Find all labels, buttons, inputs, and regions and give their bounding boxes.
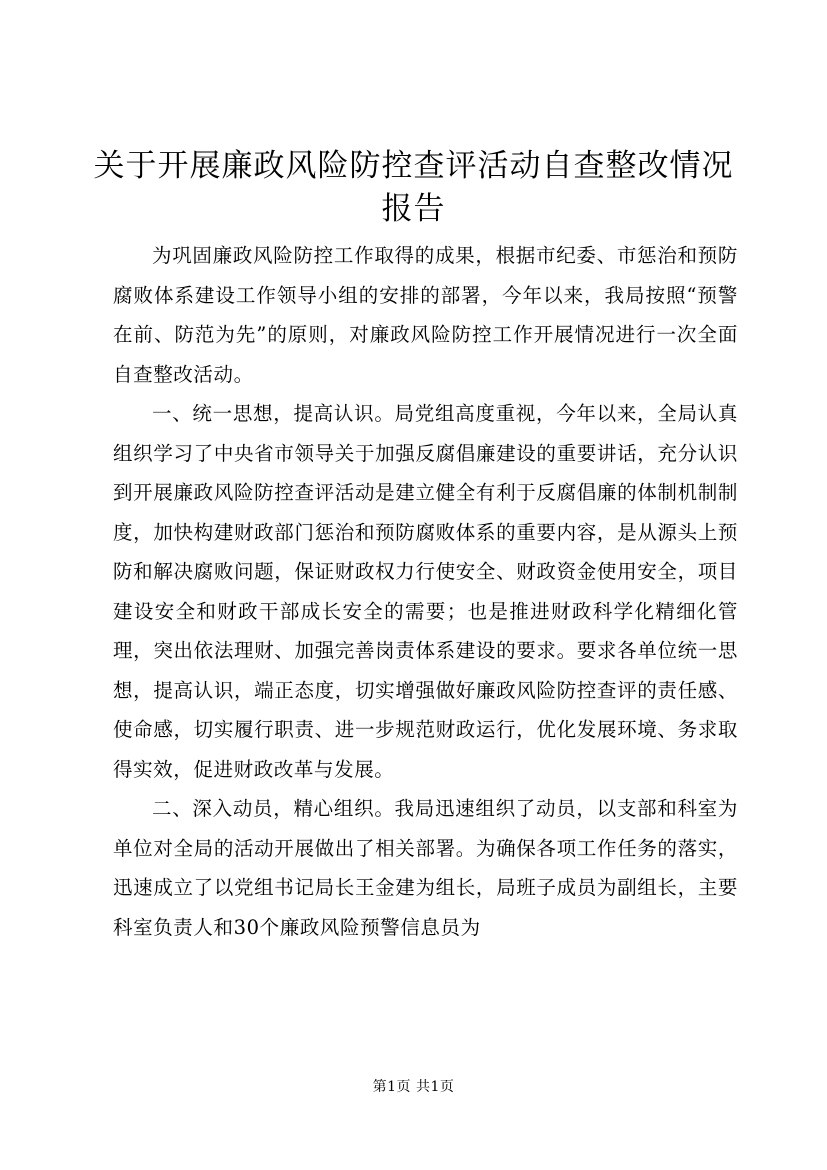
document-title-line-1: 关于开展廉政风险防控查评活动自查整改情况 [93,148,734,184]
page-footer: 第1页 共1页 [372,1079,455,1095]
paragraph-section-2: 二、深入动员，精心组织。我局迅速组织了动员，以支部和科室为单位对全局的活动开展做出了相关部署。为确保各项工作任务的落实，迅速成立了以党组书记局长王金建为组长，局班子成员为副组长，主要科室负责人和30个廉政风险预警信息员为 [113,797,738,939]
document-title-line-2: 报告 [381,191,446,227]
document-title [0,145,827,231]
document-body [113,236,738,947]
paragraph-section-1: 一、统一思想，提高认识。局党组高度重视，今年以来，全局认真组织学习了中央省市领导关于加强反腐倡廉建设的重要讲话，充分认识到开展廉政风险防控查评活动是建立健全有利于反腐倡廉的体制机制制度，加快构建财政部门惩治和预防腐败体系的重要内容，是从源头上预防和解决腐败问题，保证财政权力行使安全、财政资金使用安全，项目建设安全和财政干部成长安全的需要；也是推进财政科学化精细化管理，突出依法理财、加强完善岗责体系建设的要求。要求各单位统一思想，提高认识，端正态度，切实增强做好廉政风险防控查评的责任感、使命感，切实履行职责、进一步规范财政运行，优化发展环境、务求取得实效，促进财政改革与发展。 [113,402,738,781]
paragraph-intro: 为巩固廉政风险防控工作取得的成果，根据市纪委、市惩治和预防腐败体系建设工作领导小组的安排的部署，今年以来，我局按照“预警在前、防范为先”的原则，对廉政风险防控工作开展情况进行一次全面自查整改活动。 [113,244,738,386]
